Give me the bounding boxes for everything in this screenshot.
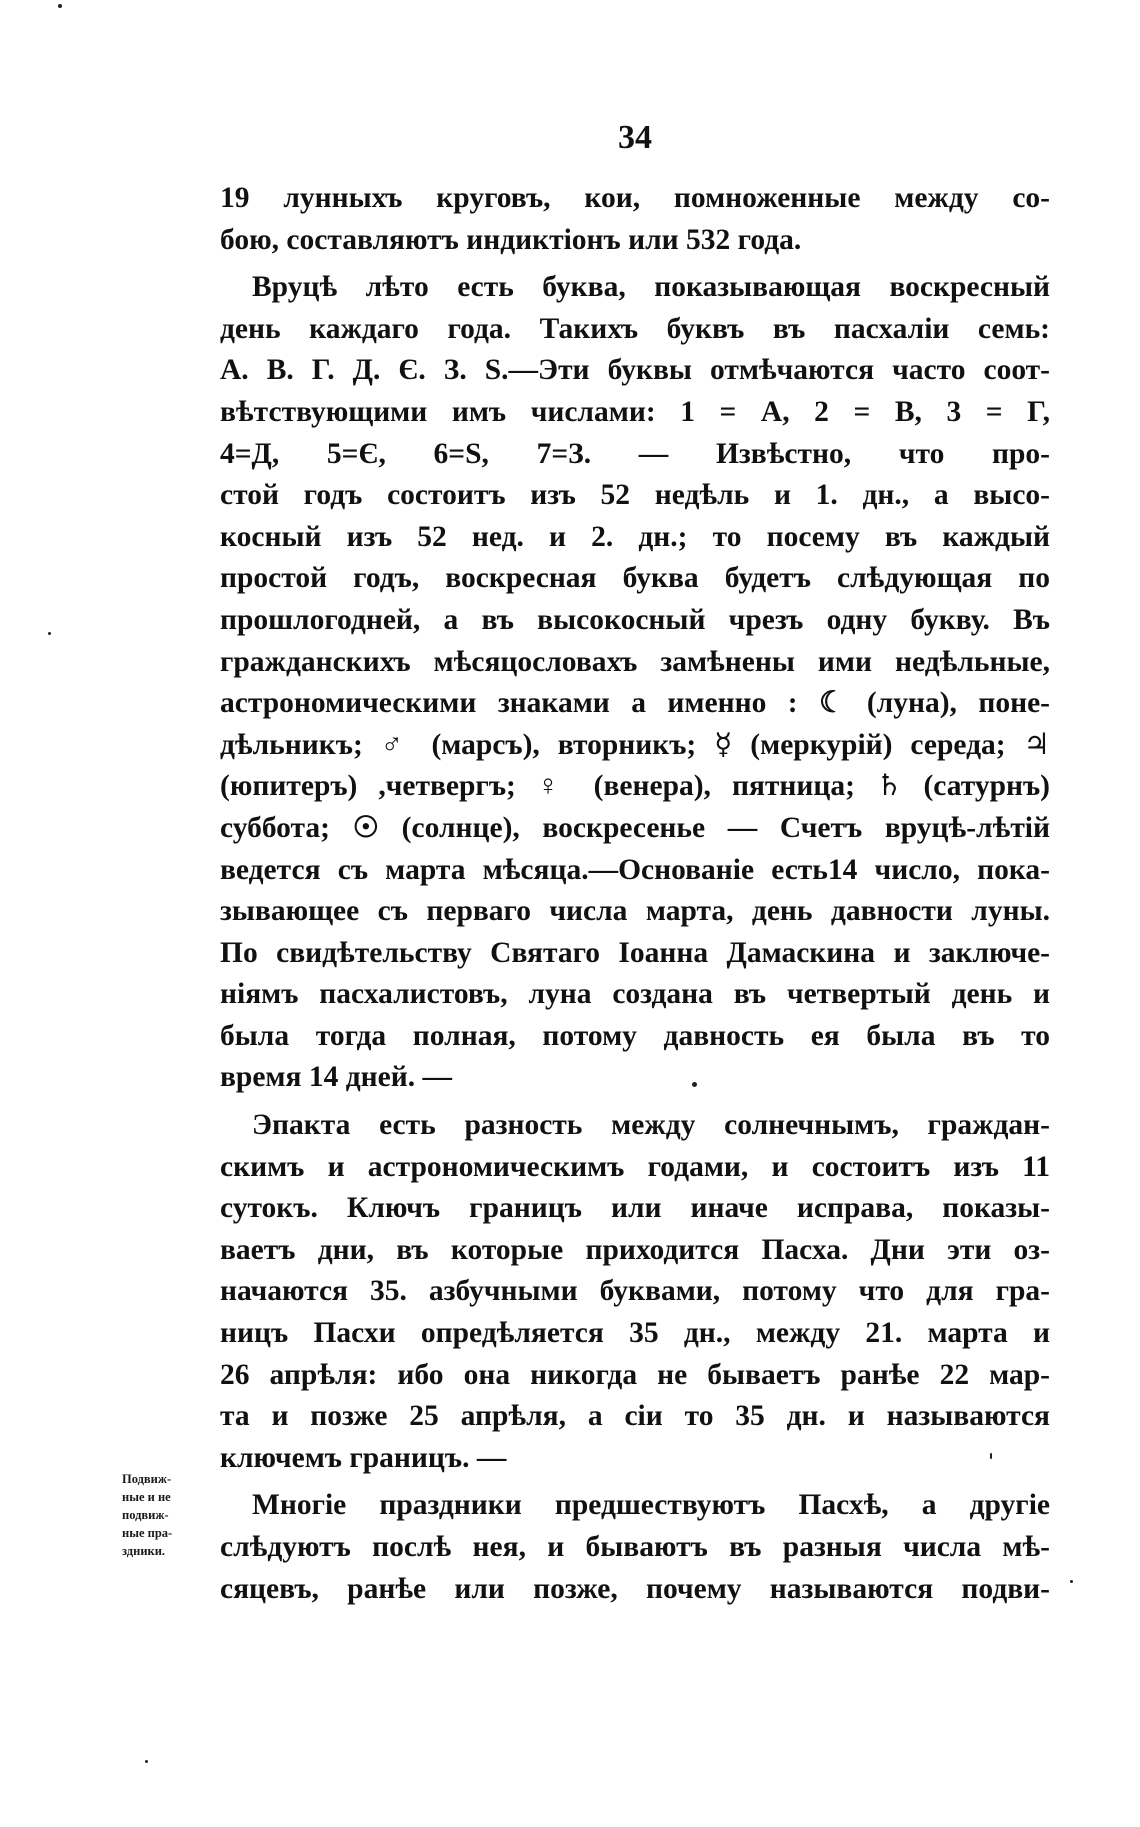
text-line: стой годъ состоитъ изъ 52 недѣль и 1. дн., а высо- (220, 479, 1050, 512)
text-line: зывающее съ перваго числа марта, день давности луны. (220, 895, 1050, 928)
text-line: ваетъ дни, въ которые приходится Пасха. Дни эти оз- (220, 1233, 1050, 1266)
text-line: Вруцѣ лѣто есть буква, показывающая воскресный (252, 271, 1050, 304)
text-line: сутокъ. Ключъ границъ или иначе исправа, показы- (220, 1192, 1050, 1225)
text-line: скимъ и астрономическимъ годами, и состоитъ изъ 11 (220, 1150, 1050, 1183)
text-line: день каждаго года. Такихъ буквъ въ пасхаліи семь: (220, 312, 1050, 345)
margin-note-line: здники. (122, 1544, 166, 1558)
scan-speck (48, 632, 51, 635)
text-line: косный изъ 52 нед. и 2. дн.; то посему въ каждый (220, 520, 1050, 553)
text-line: суббота; ☉ (солнце), воскресенье — Счетъ вруцѣ-лѣтій (220, 811, 1050, 844)
scan-speck (58, 4, 62, 8)
margin-note-line: Подвиж- (122, 1472, 172, 1486)
text-line: ключемъ границъ. — (220, 1441, 507, 1474)
margin-note-line: подвиж- (122, 1508, 169, 1522)
scan-speck (692, 1082, 697, 1087)
margin-note (122, 1470, 212, 1560)
body-text (220, 178, 1050, 1610)
text-line: прошлогодней, а въ высокосный чрезъ одну букву. Въ (220, 603, 1050, 636)
text-line: время 14 дней. — (220, 1061, 452, 1094)
text-line: 4=Д, 5=Є, 6=Ѕ, 7=З. — Извѣстно, что про- (220, 437, 1050, 470)
text-line: ніямъ пасхалистовъ, луна создана въ четвертый день и (220, 978, 1050, 1011)
text-line: гражданскихъ мѣсяцословахъ замѣнены ими недѣльные, (220, 645, 1050, 678)
margin-note-line: ные пра- (122, 1526, 173, 1540)
text-line: бою, составляютъ индиктіонъ или 532 года. (220, 223, 802, 256)
text-line: Эпакта есть разность между солнечнымъ, граждан- (252, 1109, 1050, 1142)
text-line: По свидѣтельству Святаго Іоанна Дамаскина и заключе- (220, 936, 1050, 969)
scan-speck (145, 1760, 148, 1763)
page-number: 34 (618, 119, 652, 156)
text-line: начаются 35. азбучными буквами, потому что для гра- (220, 1275, 1050, 1308)
text-line: астрономическими знаками а именно : ☾ (луна), поне- (220, 687, 1050, 720)
text-line: Многіе праздники предшествуютъ Пасхѣ, а другіе (252, 1489, 1050, 1522)
text-line: вѣтствующими имъ числами: 1 = А, 2 = В, 3 = Г, (220, 395, 1050, 428)
margin-note-line: ные и не (122, 1490, 171, 1504)
text-line: сяцевъ, ранѣе или позже, почему называются подви- (220, 1572, 1050, 1605)
text-line: 19 лунныхъ круговъ, кои, помноженные между со- (220, 182, 1050, 214)
text-line: 26 апрѣля: ибо она никогда не бываетъ ранѣе 22 мар- (220, 1358, 1050, 1391)
text-line: слѣдуютъ послѣ нея, и бываютъ въ разныя числа мѣ- (220, 1531, 1050, 1563)
text-line: А. В. Г. Д. Є. З. Ѕ.—Эти буквы отмѣчаются часто соот- (220, 354, 1050, 387)
text-line: ницъ Пасхи опредѣляется 35 дн., между 21. марта и (220, 1317, 1050, 1350)
text-line: дѣльникъ; ♂ (марсъ), вторникъ; ☿ (меркурій) середа; ♃ (220, 728, 1050, 761)
text-line: простой годъ, воскресная буква будетъ слѣдующая по (220, 562, 1050, 595)
text-line: (юпитеръ) ,четвергъ; ♀ (венера), пятница; ♄ (сатурнъ) (220, 770, 1050, 803)
text-line: та и позже 25 апрѣля, а сіи то 35 дн. и называются (220, 1400, 1050, 1433)
text-line: ведется съ марта мѣсяца.—Основаніе есть14 число, пока- (220, 853, 1050, 886)
text-line: была тогда полная, потому давность ея была въ то (220, 1019, 1050, 1052)
scan-speck (990, 1453, 992, 1459)
scan-speck (1070, 1580, 1073, 1583)
